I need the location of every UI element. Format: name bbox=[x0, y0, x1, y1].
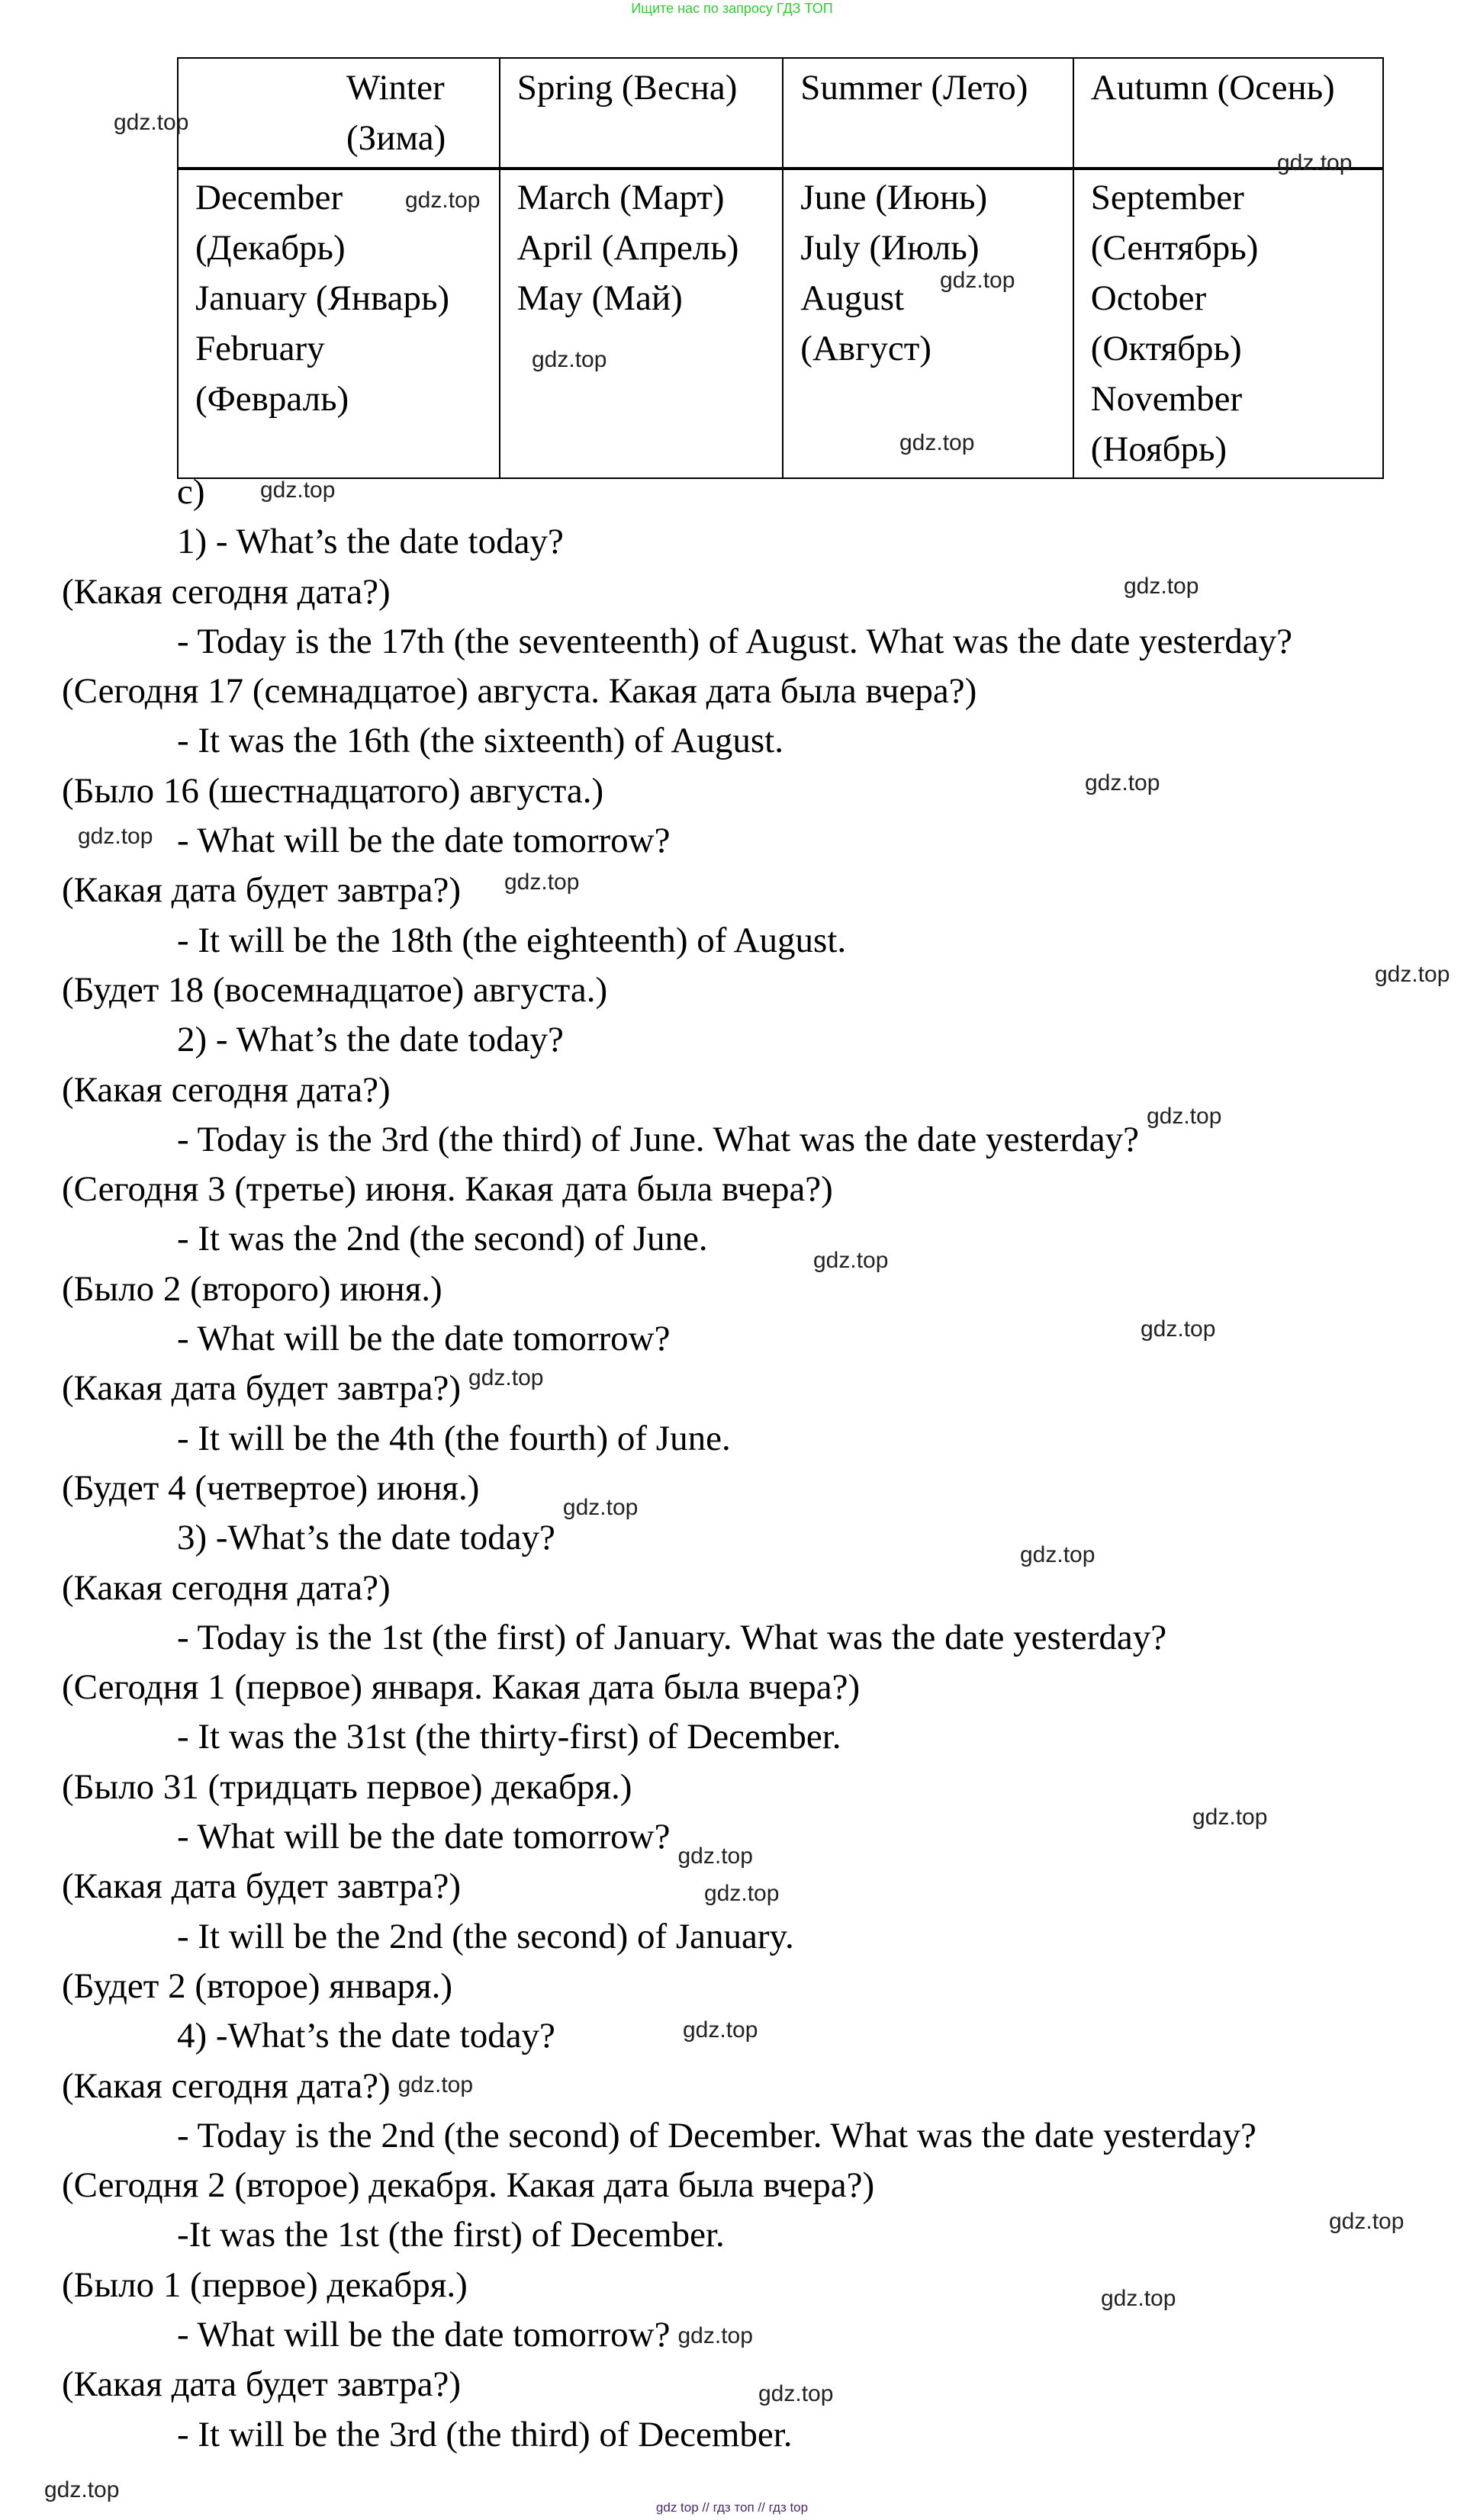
watermark-text: gdz.top bbox=[397, 2072, 474, 2097]
watermark-text: gdz.top bbox=[1375, 962, 1450, 987]
header-winter bbox=[178, 58, 500, 169]
watermark-text: gdz.top bbox=[405, 188, 481, 213]
watermark-text: gdz.top bbox=[562, 1495, 639, 1520]
footer-watermark: gdz top // гдз топ // гдз top bbox=[655, 2500, 809, 2515]
header-text: Winter bbox=[346, 68, 445, 108]
watermark-text: gdz.top bbox=[1146, 1104, 1222, 1129]
english-line: - It will be the 2nd (the second) of January. bbox=[177, 1916, 794, 1956]
watermark-text: gdz.top bbox=[1192, 1805, 1268, 1830]
english-line: - It was the 2nd (the second) of June. bbox=[177, 1219, 708, 1259]
english-line: 2) - What’s the date today? bbox=[177, 1020, 564, 1060]
month-name: (Сентябрь) bbox=[1090, 228, 1259, 268]
watermark-text: gdz.top bbox=[677, 2323, 753, 2348]
watermark-text: gdz.top bbox=[1329, 2209, 1404, 2234]
header-spring bbox=[500, 58, 783, 169]
russian-translation-line: (Будет 18 (восемнадцатое) августа.) bbox=[62, 969, 608, 1010]
watermark-text: gdz.top bbox=[1020, 1542, 1096, 1567]
watermark-text: gdz.top bbox=[1101, 2286, 1176, 2311]
month-name: (Октябрь) bbox=[1090, 329, 1242, 368]
header-text: Autumn (Осень) bbox=[1090, 68, 1335, 108]
english-line: 4) -What’s the date today? bbox=[177, 2016, 555, 2056]
english-line: - It was the 31st (the thirty-first) of December. bbox=[177, 1717, 841, 1757]
russian-translation-line: (Какая дата будет завтра?) bbox=[62, 1866, 462, 1907]
month-name: January (Январь) bbox=[195, 278, 450, 318]
watermark-text: gdz.top bbox=[940, 268, 1015, 293]
month-name: April (Апрель) bbox=[516, 228, 739, 268]
watermark-text: gdz.top bbox=[1085, 770, 1160, 796]
cell-autumn-months bbox=[1073, 169, 1383, 478]
russian-translation-line: (Сегодня 17 (семнадцатое) августа. Какая дата была вчера?) bbox=[62, 671, 977, 712]
watermark-text: gdz.top bbox=[532, 347, 607, 372]
seasons-table bbox=[177, 57, 1384, 479]
header-text: Spring (Весна) bbox=[516, 68, 738, 108]
month-name: October bbox=[1090, 278, 1207, 318]
russian-translation-line: (Какая дата будет завтра?) bbox=[62, 2364, 462, 2405]
english-line: - Today is the 1st (the first) of January. What was the date yesterday? bbox=[177, 1617, 1167, 1657]
dialogue-text bbox=[0, 468, 1464, 2460]
month-name: (Февраль) bbox=[195, 379, 349, 419]
english-line: - What will be the date tomorrow? bbox=[177, 2314, 671, 2354]
russian-translation-line: (Было 31 (тридцать первое) декабря.) bbox=[62, 1766, 632, 1807]
month-name: March (Март) bbox=[516, 178, 725, 217]
russian-translation-line: (Было 2 (второго) июня.) bbox=[62, 1268, 442, 1309]
english-line: - It will be the 4th (the fourth) of June. bbox=[177, 1418, 731, 1458]
russian-translation-line: (Сегодня 3 (третье) июня. Какая дата была вчера?) bbox=[62, 1169, 833, 1210]
month-name: November bbox=[1090, 379, 1243, 419]
month-name: June (Июнь) bbox=[800, 178, 988, 217]
header-summer bbox=[783, 58, 1073, 169]
russian-translation-line: (Какая сегодня дата?) bbox=[62, 2065, 391, 2106]
english-line: - What will be the date tomorrow? bbox=[177, 821, 671, 861]
english-line: -It was the 1st (the first) of December. bbox=[177, 2215, 725, 2255]
russian-translation-line: (Сегодня 2 (второе) декабря. Какая дата была вчера?) bbox=[62, 2165, 875, 2206]
cell-winter-months bbox=[178, 169, 500, 478]
watermark-text: gdz.top bbox=[78, 824, 153, 849]
english-line: - Today is the 2nd (the second) of December. What was the date yesterday? bbox=[177, 2115, 1256, 2155]
watermark-text: gdz.top bbox=[1124, 574, 1199, 599]
watermark-text: gdz.top bbox=[114, 110, 189, 135]
watermark-text: gdz.top bbox=[1277, 150, 1353, 175]
month-name: December bbox=[195, 178, 343, 217]
watermark-text: gdz.top bbox=[758, 2381, 834, 2406]
russian-translation-line: (Было 16 (шестнадцатого) августа.) bbox=[62, 770, 604, 811]
month-name: (Ноябрь) bbox=[1090, 429, 1228, 469]
month-name: (Август) bbox=[800, 329, 931, 368]
english-line: c) bbox=[177, 472, 205, 512]
russian-translation-line: (Какая сегодня дата?) bbox=[62, 1567, 391, 1608]
russian-translation-line: (Было 1 (первое) декабря.) bbox=[62, 2264, 468, 2305]
english-line: 1) - What’s the date today? bbox=[177, 522, 564, 562]
watermark-text: gdz.top bbox=[468, 1365, 544, 1390]
watermark-text: gdz.top bbox=[899, 430, 975, 455]
watermark-text: gdz.top bbox=[1141, 1316, 1216, 1342]
english-line: - Today is the 3rd (the third) of June. What was the date yesterday? bbox=[177, 1119, 1139, 1159]
russian-translation-line: (Будет 2 (второе) января.) bbox=[62, 1966, 452, 2006]
watermark-text: gdz.top bbox=[704, 1881, 780, 1906]
russian-translation-line: (Какая дата будет завтра?) bbox=[62, 1368, 462, 1409]
russian-translation-line: (Какая сегодня дата?) bbox=[62, 1069, 391, 1110]
month-name: July (Июль) bbox=[800, 228, 980, 268]
month-name: September bbox=[1090, 178, 1244, 217]
watermark-text: gdz.top bbox=[813, 1248, 889, 1273]
month-name: February bbox=[195, 329, 325, 368]
russian-translation-line: (Будет 4 (четвертое) июня.) bbox=[62, 1467, 480, 1508]
table-row bbox=[178, 169, 1383, 478]
watermark-text: gdz.top bbox=[677, 1843, 753, 1869]
english-line: - It will be the 3rd (the third) of December. bbox=[177, 2414, 793, 2454]
month-name: August bbox=[800, 278, 905, 318]
header-text: Summer (Лето) bbox=[800, 68, 1028, 108]
watermark-text: gdz.top bbox=[504, 869, 580, 895]
watermark-text: gdz.top bbox=[683, 2017, 758, 2043]
english-line: - What will be the date tomorrow? bbox=[177, 1319, 671, 1359]
english-line: - What will be the date tomorrow? bbox=[177, 1817, 671, 1857]
watermark-text: gdz.top bbox=[260, 477, 336, 503]
english-line: - It was the 16th (the sixteenth) of August. bbox=[177, 721, 783, 761]
table-header-row bbox=[178, 58, 1383, 169]
month-name: May (Май) bbox=[516, 278, 683, 318]
search-banner: Ищите нас по запросу ГДЗ ТОП bbox=[631, 1, 833, 16]
russian-translation-line: (Какая дата будет завтра?) bbox=[62, 870, 462, 911]
english-line: - Today is the 17th (the seventeenth) of August. What was the date yesterday? bbox=[177, 621, 1293, 661]
cell-spring-months bbox=[500, 169, 783, 478]
header-text: (Зима) bbox=[346, 118, 446, 158]
russian-translation-line: (Какая сегодня дата?) bbox=[62, 571, 391, 612]
english-line: - It will be the 18th (the eighteenth) of August. bbox=[177, 920, 847, 960]
watermark-text: gdz.top bbox=[44, 2477, 120, 2502]
english-line: 3) -What’s the date today? bbox=[177, 1518, 555, 1558]
month-name: (Декабрь) bbox=[195, 228, 346, 268]
russian-translation-line: (Сегодня 1 (первое) января. Какая дата была вчера?) bbox=[62, 1667, 861, 1708]
